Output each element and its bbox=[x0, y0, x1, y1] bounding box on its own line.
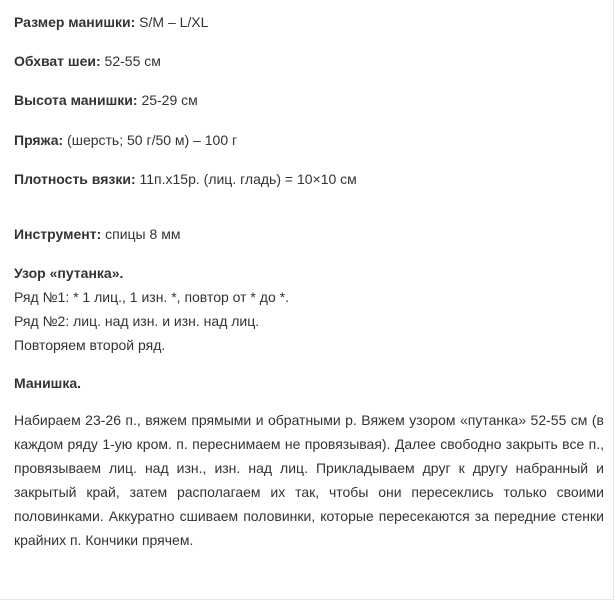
pattern-title: Узор «путанка». bbox=[14, 265, 124, 281]
pattern-row-1: Ряд №1: * 1 лиц., 1 изн. *, повтор от * до *. bbox=[14, 289, 289, 305]
section-body: Набираем 23-26 п., вяжем прямыми и обратными р. Вяжем узором «путанка» 52-55 см (в каждом ряду 1-ую кром. п. переснимаем не провязывая). Далее свободно закрыть все п., провязываем лиц. над изн., изн. над лиц. Прикладываем друг к другу набранный и закрытый край, затем располагаем их так, чтобы они пересеклись только своими половинками. Аккуратно сшиваем половинки, которые пересекаются за передние стенки крайних п. Кончики прячем. bbox=[14, 412, 604, 548]
spec-gauge-label: Плотность вязки: bbox=[14, 171, 136, 187]
spec-neck-girth-label: Обхват шеи: bbox=[14, 53, 101, 69]
spec-height-value: 25-29 см bbox=[137, 92, 198, 108]
spec-yarn-label: Пряжа: bbox=[14, 132, 64, 148]
spec-tool-value: спицы 8 мм bbox=[101, 226, 181, 242]
spec-yarn-value: (шерсть; 50 г/50 м) – 100 г bbox=[63, 132, 238, 148]
spec-height bbox=[14, 90, 198, 110]
spec-tool-label: Инструмент: bbox=[14, 226, 102, 242]
spec-size-label: Размер манишки: bbox=[14, 14, 136, 30]
spec-yarn bbox=[14, 130, 237, 150]
spec-size-value: S/M – L/XL bbox=[135, 14, 209, 30]
pattern-row-2: Ряд №2: лиц. над изн. и изн. над лиц. bbox=[14, 313, 260, 329]
spec-height-label: Высота манишки: bbox=[14, 92, 138, 108]
section-title: Манишка. bbox=[14, 375, 82, 391]
spec-gauge-value: 11п.х15р. (лиц. гладь) = 10×10 см bbox=[135, 171, 357, 187]
spec-neck-girth bbox=[14, 51, 161, 71]
spec-size bbox=[14, 12, 208, 32]
spec-gauge bbox=[14, 169, 357, 189]
pattern-repeat: Повторяем второй ряд. bbox=[14, 337, 166, 353]
spec-tool bbox=[14, 224, 180, 244]
spec-neck-girth-value: 52-55 см bbox=[100, 53, 161, 69]
